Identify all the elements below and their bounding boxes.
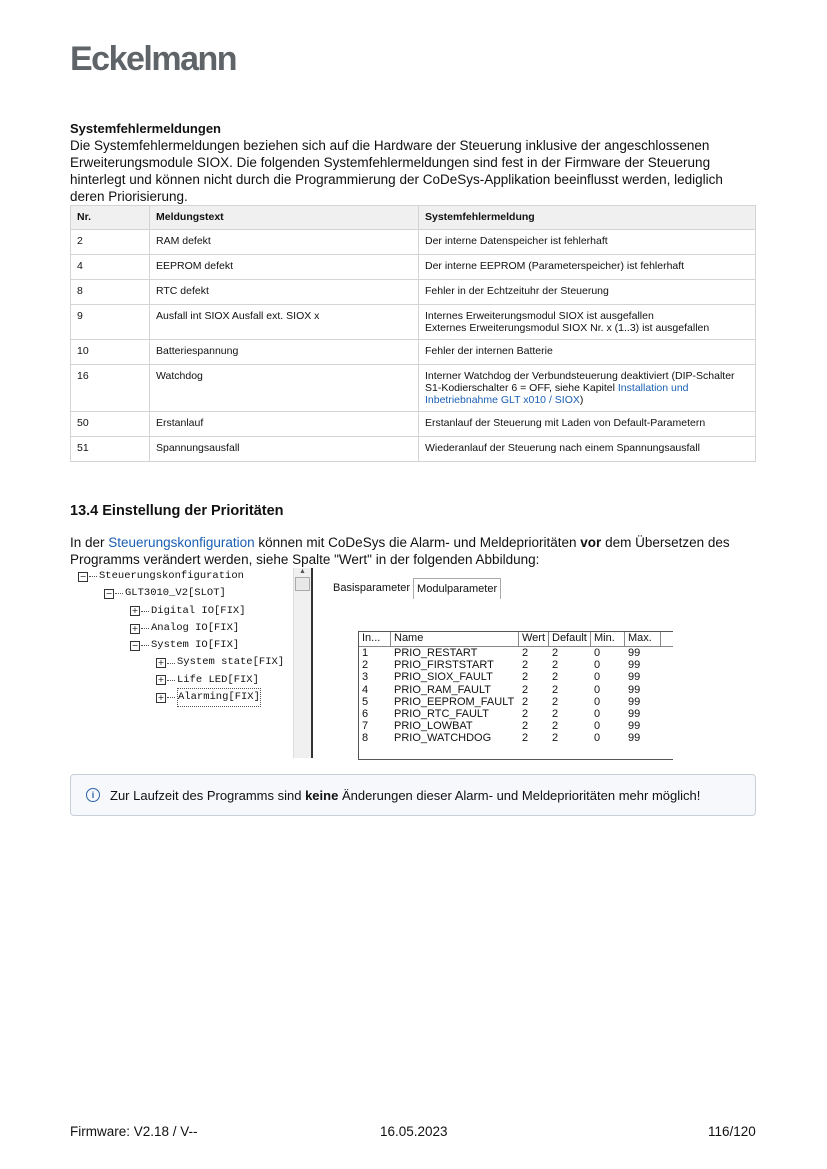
grid-cell: 7 [362, 720, 369, 733]
grid-cell: 0 [594, 732, 601, 745]
cell-msg: Wiederanlauf der Steuerung nach einem Spannungsausfall [419, 437, 756, 462]
grid-cell: PRIO_RAM_FAULT [394, 683, 491, 696]
grid-cell: 2 [552, 683, 559, 696]
expand-icon[interactable]: + [157, 658, 165, 668]
grid-cell: 2 [522, 720, 529, 733]
link-installation[interactable]: Installation und Inbetriebnahme GLT x010 / SIOX [425, 382, 689, 406]
grid-col-header[interactable]: Max. [625, 632, 661, 646]
grid-cell: 0 [594, 683, 601, 696]
grid-row[interactable] [359, 684, 673, 696]
cell-nr: 10 [71, 340, 150, 365]
tree-node[interactable]: + System state[FIX] [157, 656, 285, 669]
grid-cell: 99 [628, 707, 641, 720]
cell-text: Batteriespannung [150, 340, 419, 365]
grid-cell: 2 [552, 695, 559, 708]
cell-msg: Fehler in der Echtzeituhr der Steuerung [419, 280, 756, 305]
expand-icon[interactable]: + [157, 675, 165, 685]
grid-col-header[interactable]: Default [549, 632, 591, 646]
grid-cell: 6 [362, 707, 369, 720]
grid-cell: PRIO_LOWBAT [394, 720, 473, 733]
tree-node[interactable]: + Analog IO[FIX] [131, 621, 240, 634]
footer-page: 116/120 [708, 1124, 756, 1139]
config-tree[interactable] [78, 568, 290, 706]
grid-row[interactable] [359, 732, 673, 744]
cell-msg: Internes Erweiterungsmodul SIOX ist ausgefallen Externes Erweiterungsmodul SIOX Nr. x (1..3) ist ausgefallen [419, 305, 756, 340]
grid-cell: 0 [594, 695, 601, 708]
grid-cell: PRIO_FIRSTSTART [394, 659, 494, 672]
cell-msg: Der interne EEPROM (Parameterspeicher) ist fehlerhaft [419, 255, 756, 280]
tree-node[interactable]: − GLT3010_V2[SLOT] [105, 587, 226, 600]
table-row [71, 365, 756, 412]
cell-msg: Fehler der internen Batterie [419, 340, 756, 365]
section-text: Die Systemfehlermeldungen beziehen sich auf die Hardware der Steuerung inklusive der angeschlossenen Erweiterungsmodule SIOX. Die folgenden Systemfehlermeldungen sind fest in der Firmware der Steuerung hinterlegt und können nicht durch die Programmierung der CoDeSys-Applikation beeinflusst werden, lediglich deren Priorisierung. [70, 138, 723, 204]
grid-cell: 99 [628, 732, 641, 745]
grid-cell: 99 [628, 695, 641, 708]
col-msg: Systemfehlermeldung [419, 206, 756, 230]
grid-row[interactable] [359, 708, 673, 720]
expand-icon[interactable]: + [157, 692, 165, 702]
grid-cell: 99 [628, 683, 641, 696]
tree-node[interactable]: + Life LED[FIX] [157, 673, 259, 686]
tab-modulparameter[interactable]: Modulparameter [413, 578, 501, 599]
cell-nr: 2 [71, 230, 150, 255]
table-row [71, 255, 756, 280]
grid-col-header[interactable]: In... [359, 632, 391, 646]
grid-cell: 2 [522, 732, 529, 745]
info-icon: i [86, 788, 100, 802]
tree-node[interactable]: + Digital IO[FIX] [131, 604, 246, 617]
grid-cell: 2 [522, 671, 529, 684]
cell-nr: 16 [71, 365, 150, 412]
grid-row[interactable] [359, 696, 673, 708]
cell-text: Spannungsausfall [150, 437, 419, 462]
grid-cell: PRIO_EEPROM_FAULT [394, 695, 515, 708]
tree-node[interactable]: − Steuerungskonfiguration [79, 570, 244, 582]
cell-text: Erstanlauf [150, 412, 419, 437]
grid-col-header[interactable]: Wert [519, 632, 549, 646]
grid-col-header[interactable]: Name [391, 632, 519, 646]
table-row [71, 412, 756, 437]
grid-cell: 2 [552, 659, 559, 672]
section-heading: Systemfehlermeldungen [70, 121, 221, 136]
cell-text: RAM defekt [150, 230, 419, 255]
table-row [71, 340, 756, 365]
footer-date: 16.05.2023 [380, 1124, 448, 1139]
cell-nr: 9 [71, 305, 150, 340]
cell-nr: 4 [71, 255, 150, 280]
info-text: Zur Laufzeit des Programms sind keine Änderungen dieser Alarm- und Meldeprioritäten mehr möglich! [110, 787, 701, 803]
cell-msg: Erstanlauf der Steuerung mit Laden von Default-Parametern [419, 412, 756, 437]
grid-row[interactable] [359, 647, 673, 659]
col-nr: Nr. [71, 206, 150, 230]
grid-cell: 8 [362, 732, 369, 745]
cell-nr: 50 [71, 412, 150, 437]
col-text: Meldungstext [150, 206, 419, 230]
grid-cell: 0 [594, 647, 601, 659]
link-steuerungskonfiguration[interactable]: Steuerungskonfiguration [108, 535, 255, 550]
cell-text: Ausfall int SIOX Ausfall ext. SIOX x [150, 305, 419, 340]
grid-header [359, 632, 673, 647]
grid-cell: 99 [628, 671, 641, 684]
footer-firmware: Firmware: V2.18 / V-- [70, 1124, 198, 1139]
grid-cell: 2 [522, 695, 529, 708]
cell-text: EEPROM defekt [150, 255, 419, 280]
expand-icon[interactable]: + [131, 623, 139, 633]
cell-text: RTC defekt [150, 280, 419, 305]
grid-cell: 3 [362, 671, 369, 684]
tab-bar [330, 578, 501, 599]
tree-node[interactable]: + Alarming[FIX] [78, 689, 290, 706]
parameter-grid [358, 631, 673, 760]
cell-msg: Interner Watchdog der Verbundsteuerung deaktiviert (DIP-Schalter S1-Kodierschalter 6 = OFF, siehe Kapitel Installation und Inbetriebnahme GLT x010 / SIOX) [419, 365, 756, 412]
grid-row[interactable] [359, 720, 673, 732]
grid-cell: 4 [362, 683, 369, 696]
cell-msg: Der interne Datenspeicher ist fehlerhaft [419, 230, 756, 255]
grid-cell: 0 [594, 671, 601, 684]
grid-cell: PRIO_SIOX_FAULT [394, 671, 493, 684]
collapse-icon[interactable]: − [105, 588, 113, 598]
table-row [71, 280, 756, 305]
grid-cell: 2 [522, 659, 529, 672]
error-table [70, 205, 756, 462]
table-row [71, 437, 756, 462]
grid-col-header[interactable]: Min. [591, 632, 625, 646]
grid-cell: 2 [362, 659, 369, 672]
grid-cell: 2 [552, 707, 559, 720]
grid-cell: PRIO_RTC_FAULT [394, 707, 489, 720]
grid-cell: 2 [552, 720, 559, 733]
expand-icon[interactable]: + [131, 606, 139, 616]
table-header [71, 206, 756, 230]
grid-cell: 2 [552, 647, 559, 659]
grid-cell: PRIO_RESTART [394, 647, 478, 659]
cell-nr: 51 [71, 437, 150, 462]
grid-cell: 1 [362, 647, 369, 659]
grid-cell: PRIO_WATCHDOG [394, 732, 492, 745]
section-title: 13.4 Einstellung der Prioritäten [70, 503, 284, 519]
table-row [71, 230, 756, 255]
tree-node[interactable]: − System IO[FIX] [131, 639, 240, 652]
grid-cell: 2 [522, 683, 529, 696]
grid-cell: 99 [628, 720, 641, 733]
cell-nr: 8 [71, 280, 150, 305]
grid-cell: 5 [362, 695, 369, 708]
collapse-icon[interactable]: − [79, 571, 87, 581]
tab-basisparameter[interactable]: Basisparameter [333, 582, 411, 594]
grid-cell: 2 [552, 732, 559, 745]
collapse-icon[interactable]: − [131, 640, 139, 650]
grid-cell: 99 [628, 647, 641, 659]
info-box [70, 774, 756, 816]
scrollbar[interactable]: ▲ [293, 568, 311, 758]
logo: Eckelmann [70, 40, 237, 78]
grid-cell: 2 [552, 671, 559, 684]
section-text-2: In der Steuerungskonfiguration können mit CoDeSys die Alarm- und Meldeprioritäten vor dem Übersetzen des Programms verändert werden, siehe Spalte "Wert" in der folgenden Abbildung: [70, 535, 730, 567]
grid-cell: 99 [628, 659, 641, 672]
grid-cell: 0 [594, 720, 601, 733]
table-row [71, 305, 756, 340]
grid-cell: 0 [594, 659, 601, 672]
grid-row[interactable] [359, 671, 673, 683]
grid-cell: 2 [522, 647, 529, 659]
grid-row[interactable] [359, 659, 673, 671]
cell-text: Watchdog [150, 365, 419, 412]
grid-cell: 0 [594, 707, 601, 720]
grid-cell: 2 [522, 707, 529, 720]
